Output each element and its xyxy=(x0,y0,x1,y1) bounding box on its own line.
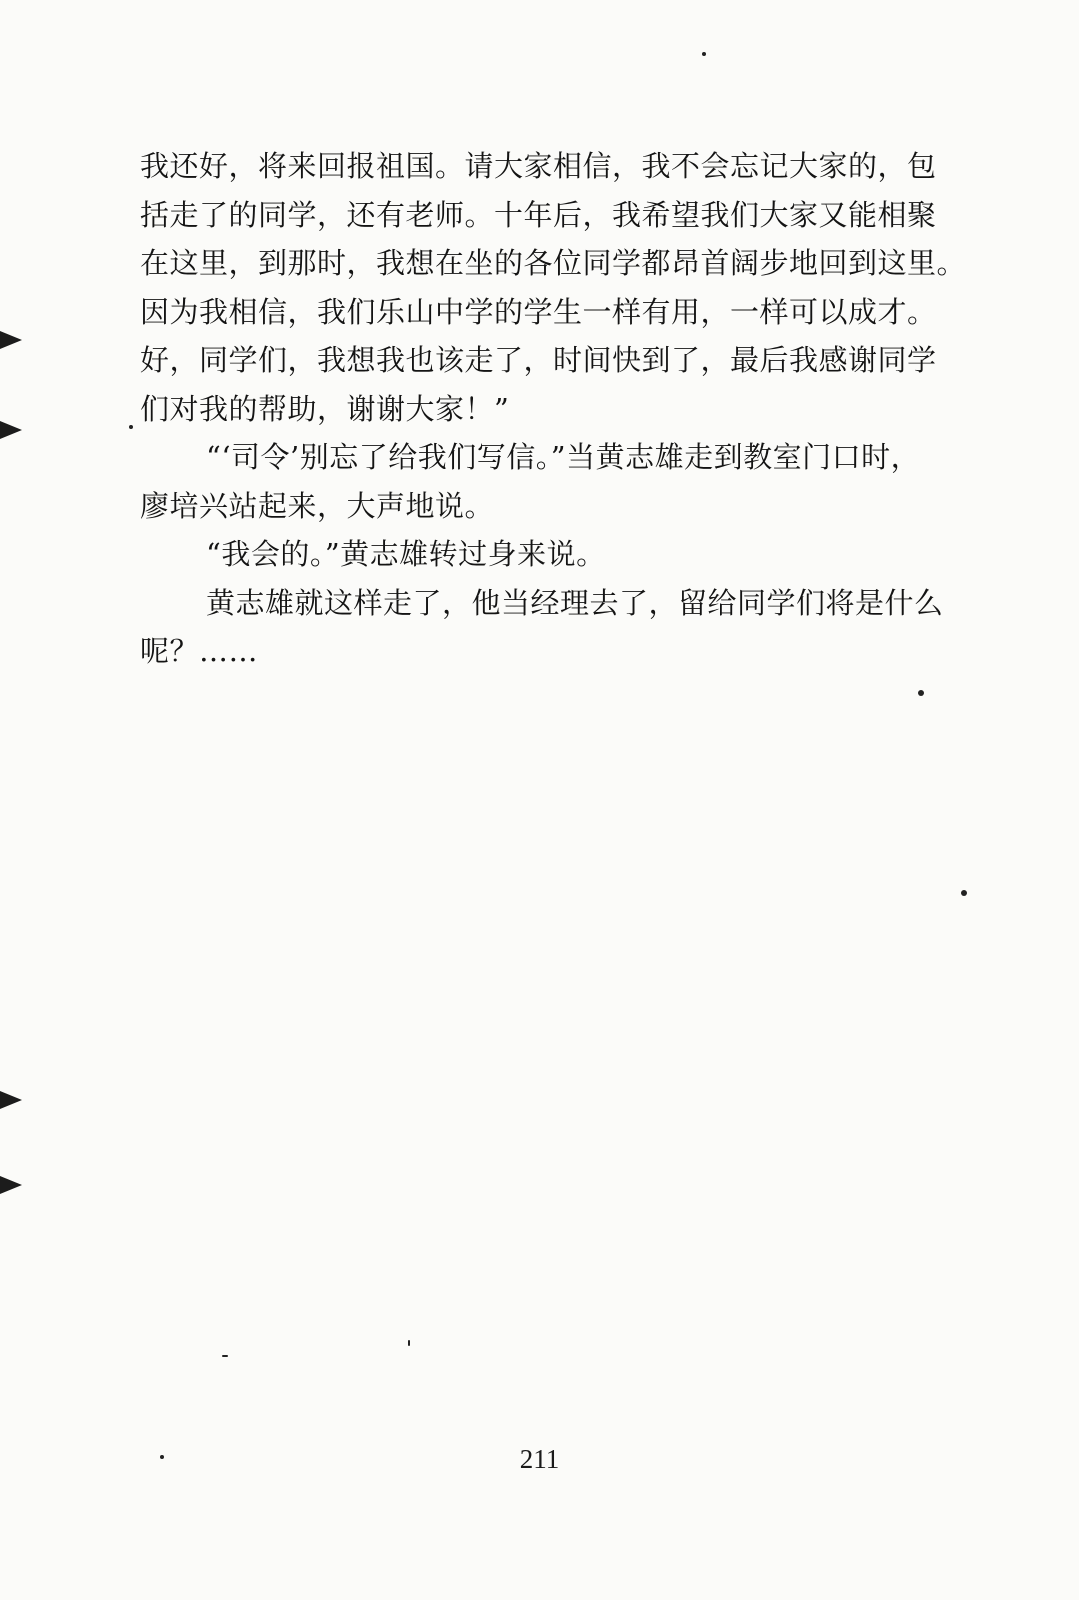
scan-speck xyxy=(702,52,706,56)
text-line: 黄志雄就这样走了，他当经理去了，留给同学们将是什么 xyxy=(206,585,944,620)
scan-edge-mark xyxy=(0,415,22,445)
text-line: “‘司令’别忘了给我们写信。”当黄志雄走到教室门口时， xyxy=(206,440,921,474)
scan-edge-mark xyxy=(0,1085,22,1115)
scan-speck xyxy=(918,690,924,696)
text-line: 呢？…… xyxy=(140,634,259,668)
scan-speck xyxy=(961,890,967,896)
scan-speck xyxy=(408,1340,410,1346)
scan-edge-mark xyxy=(0,325,22,355)
text-line: 在这里，到那时，我想在坐的各位同学都昂首阔步地回到这里。 xyxy=(140,246,967,280)
text-line: 廖培兴站起来，大声地说。 xyxy=(140,488,495,523)
scan-speck xyxy=(222,1355,228,1357)
text-line: 括走了的同学，还有老师。十年后，我希望我们大家又能相聚 xyxy=(140,197,937,232)
text-line: 因为我相信，我们乐山中学的学生一样有用，一样可以成才。 xyxy=(140,294,937,329)
text-line: “我会的。”黄志雄转过身来说。 xyxy=(206,537,606,571)
body-text xyxy=(140,142,975,676)
scan-edge-mark xyxy=(0,1170,22,1200)
text-line: 好，同学们，我想我也该走了，时间快到了，最后我感谢同学 xyxy=(140,343,937,377)
scan-speck xyxy=(129,425,133,429)
page-number: 211 xyxy=(519,1444,560,1474)
text-line: 我还好，将来回报祖国。请大家相信，我不会忘记大家的，包 xyxy=(140,149,937,183)
text-line: 们对我的帮助，谢谢大家！” xyxy=(140,391,510,426)
